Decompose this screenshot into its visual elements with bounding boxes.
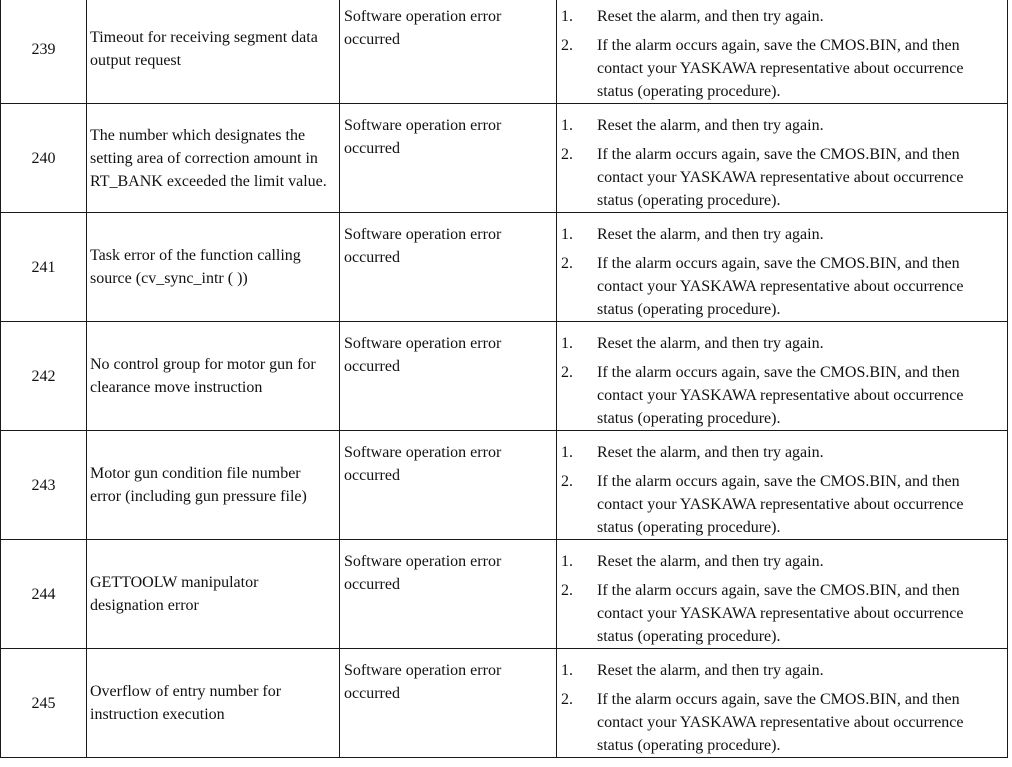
remedy-step-text: Reset the alarm, and then try again. <box>597 226 824 243</box>
remedy-step-text: If the alarm occurs again, save the CMOS.BIN, and then contact your YASKAWA representative about occurrence status (operating procedure). <box>597 255 964 318</box>
remedy-step <box>561 114 999 137</box>
remedy-step-number: 1. <box>561 226 573 243</box>
alarm-code: 244 <box>1 540 87 649</box>
alarm-description: Timeout for receiving segment data output request <box>87 0 340 104</box>
remedy-step-number: 1. <box>561 662 573 679</box>
remedy-step-text: If the alarm occurs again, save the CMOS.BIN, and then contact your YASKAWA representative about occurrence status (operating procedure). <box>597 691 964 754</box>
remedy-step-number: 2. <box>561 364 573 381</box>
remedy-step-number: 1. <box>561 335 573 352</box>
remedy-step-text: Reset the alarm, and then try again. <box>597 117 824 134</box>
alarm-cause: Software operation error occurred <box>340 322 557 431</box>
remedy-step-text: If the alarm occurs again, save the CMOS.BIN, and then contact your YASKAWA representative about occurrence status (operating procedure). <box>597 37 964 100</box>
remedy-step-number: 2. <box>561 146 573 163</box>
alarm-remedy <box>557 0 1008 104</box>
alarm-code: 239 <box>1 0 87 104</box>
alarm-description: Overflow of entry number for instruction execution <box>87 649 340 758</box>
alarm-description: Motor gun condition file number error (including gun pressure file) <box>87 431 340 540</box>
remedy-step <box>561 5 999 28</box>
remedy-step-number: 2. <box>561 37 573 54</box>
remedy-step-text: If the alarm occurs again, save the CMOS.BIN, and then contact your YASKAWA representative about occurrence status (operating procedure). <box>597 582 964 645</box>
remedy-step <box>561 550 999 573</box>
remedy-step <box>561 361 999 430</box>
remedy-step <box>561 579 999 648</box>
remedy-step <box>561 143 999 212</box>
remedy-step-number: 1. <box>561 117 573 134</box>
alarm-description: GETTOOLW manipulator designation error <box>87 540 340 649</box>
alarm-table-body <box>1 0 1008 758</box>
alarm-cause: Software operation error occurred <box>340 431 557 540</box>
alarm-cause: Software operation error occurred <box>340 104 557 213</box>
remedy-step-text: Reset the alarm, and then try again. <box>597 8 824 25</box>
alarm-description: The number which designates the setting area of correction amount in RT_BANK exceeded the limit value. <box>87 104 340 213</box>
remedy-step-text: If the alarm occurs again, save the CMOS.BIN, and then contact your YASKAWA representative about occurrence status (operating procedure). <box>597 364 964 427</box>
remedy-step-number: 1. <box>561 444 573 461</box>
remedy-step <box>561 441 999 464</box>
remedy-step <box>561 34 999 103</box>
remedy-step <box>561 252 999 321</box>
alarm-code: 245 <box>1 649 87 758</box>
alarm-remedy <box>557 213 1008 322</box>
alarm-remedy <box>557 104 1008 213</box>
remedy-step-text: Reset the alarm, and then try again. <box>597 335 824 352</box>
alarm-remedy <box>557 431 1008 540</box>
remedy-step-number: 2. <box>561 473 573 490</box>
alarm-cause: Software operation error occurred <box>340 213 557 322</box>
remedy-step-text: Reset the alarm, and then try again. <box>597 444 824 461</box>
table-row <box>1 540 1008 649</box>
table-row <box>1 649 1008 758</box>
remedy-step-text: Reset the alarm, and then try again. <box>597 553 824 570</box>
alarm-cause: Software operation error occurred <box>340 0 557 104</box>
table-row <box>1 322 1008 431</box>
remedy-step-text: If the alarm occurs again, save the CMOS.BIN, and then contact your YASKAWA representative about occurrence status (operating procedure). <box>597 146 964 209</box>
remedy-step <box>561 470 999 539</box>
alarm-code: 241 <box>1 213 87 322</box>
alarm-description: Task error of the function calling source (cv_sync_intr ( )) <box>87 213 340 322</box>
remedy-step-number: 1. <box>561 553 573 570</box>
table-row <box>1 213 1008 322</box>
alarm-code: 242 <box>1 322 87 431</box>
remedy-step <box>561 332 999 355</box>
remedy-step-number: 2. <box>561 255 573 272</box>
remedy-step-number: 2. <box>561 691 573 708</box>
table-row <box>1 104 1008 213</box>
table-row <box>1 0 1008 104</box>
alarm-remedy <box>557 540 1008 649</box>
table-row <box>1 431 1008 540</box>
alarm-code: 243 <box>1 431 87 540</box>
alarm-remedy <box>557 322 1008 431</box>
alarm-description: No control group for motor gun for clearance move instruction <box>87 322 340 431</box>
remedy-step-text: Reset the alarm, and then try again. <box>597 662 824 679</box>
remedy-step-number: 2. <box>561 582 573 599</box>
remedy-step-number: 1. <box>561 8 573 25</box>
remedy-step <box>561 223 999 246</box>
alarm-cause: Software operation error occurred <box>340 649 557 758</box>
alarm-code: 240 <box>1 104 87 213</box>
alarm-remedy <box>557 649 1008 758</box>
remedy-step <box>561 659 999 682</box>
remedy-step-text: If the alarm occurs again, save the CMOS.BIN, and then contact your YASKAWA representative about occurrence status (operating procedure). <box>597 473 964 536</box>
remedy-step <box>561 688 999 757</box>
alarm-cause: Software operation error occurred <box>340 540 557 649</box>
